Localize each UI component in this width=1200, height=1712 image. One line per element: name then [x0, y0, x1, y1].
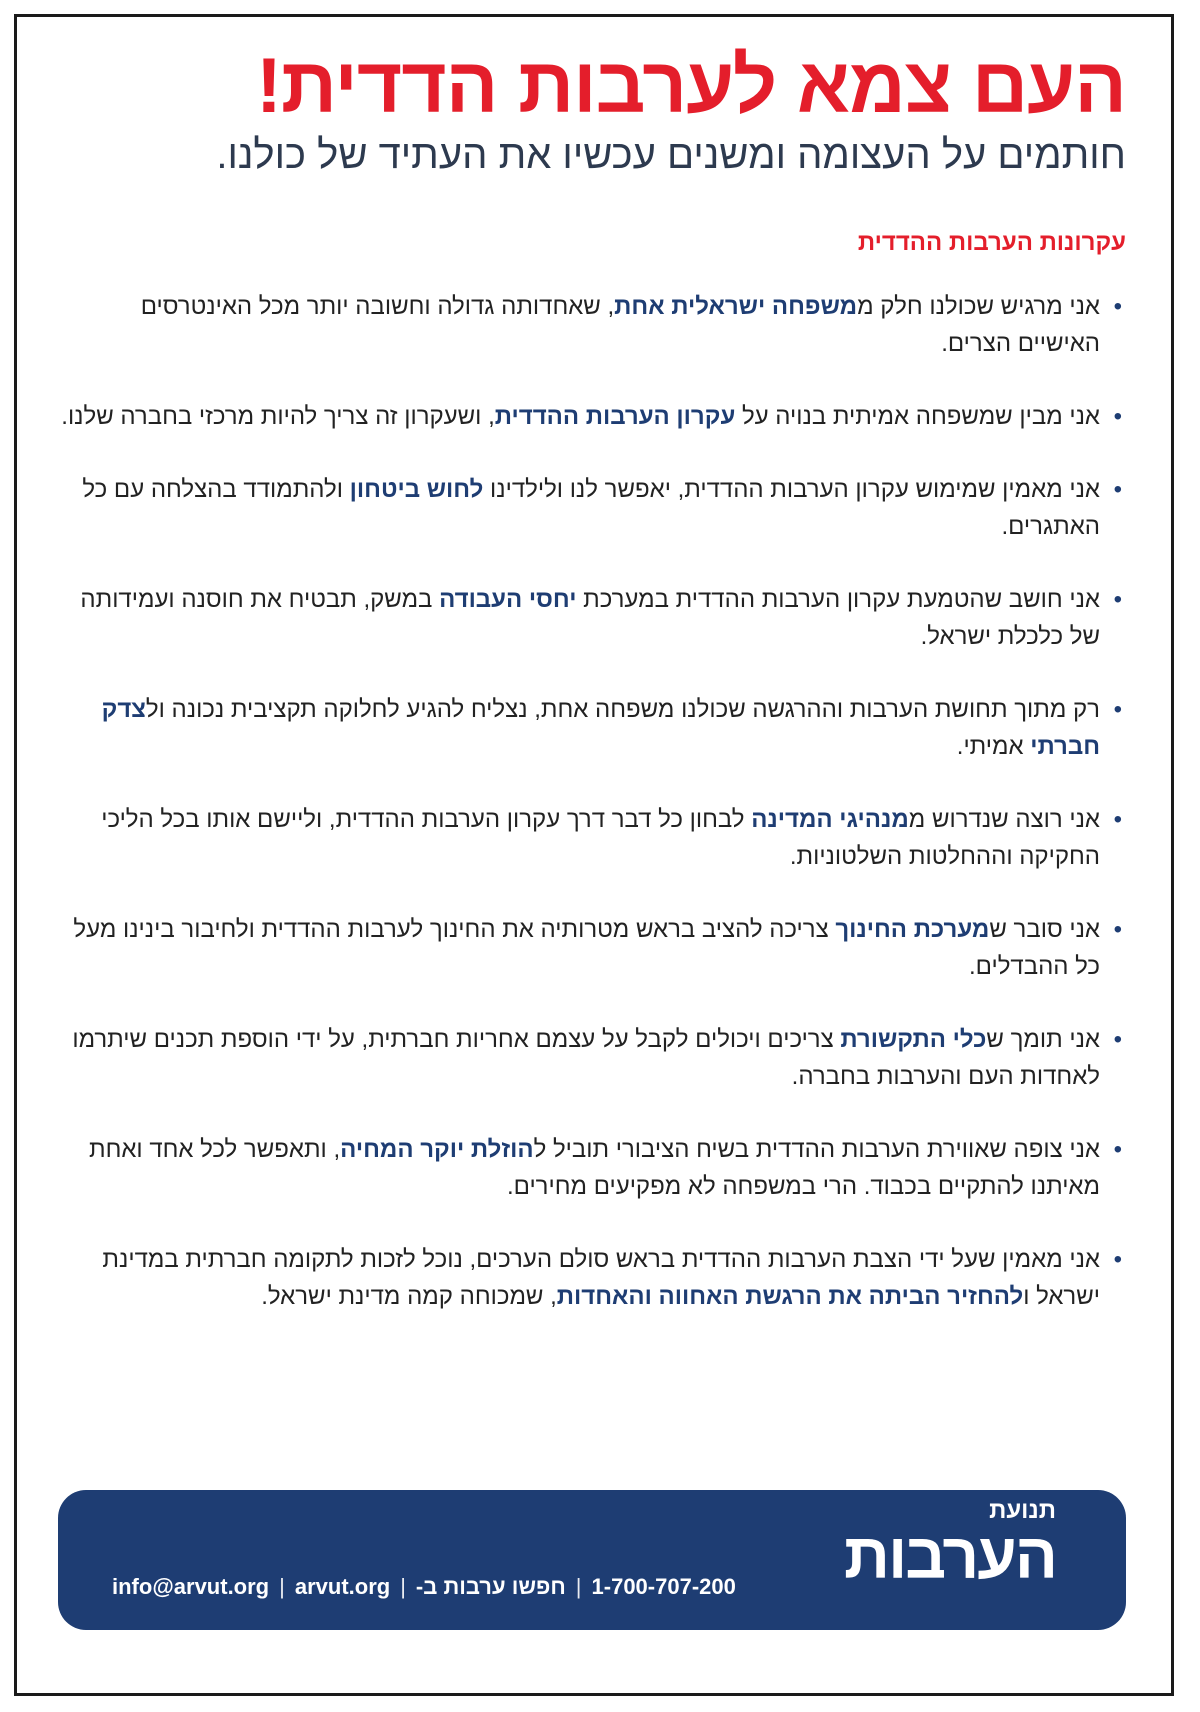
org-name-small: תנועת: [989, 1497, 1056, 1524]
footer-banner: [58, 1490, 1126, 1630]
list-item: • אני מבין שמשפחה אמיתית בנויה על עקרון הערבות ההדדית, ושעקרון זה צריך להיות מרכזי בחברה שלנו.: [60, 398, 1126, 435]
org-logo: [844, 1496, 1056, 1590]
bullet-icon: •: [1113, 403, 1122, 430]
separator: |: [575, 1574, 582, 1599]
section-title: עקרונות הערבות ההדדית: [857, 229, 1126, 256]
bullet-icon: •: [1113, 1026, 1122, 1053]
website-link[interactable]: arvut.org: [294, 1574, 391, 1599]
separator: |: [400, 1574, 406, 1599]
headline: העם צמא לערבות הדדית!: [255, 41, 1126, 129]
bullet-icon: •: [1113, 1246, 1122, 1273]
bullet-icon: •: [1113, 806, 1122, 833]
email-link[interactable]: info@arvut.org: [112, 1574, 270, 1599]
bullet-icon: •: [1113, 1136, 1122, 1163]
bullet-icon: •: [1113, 696, 1122, 723]
bullet-icon: •: [1113, 476, 1122, 503]
subheadline: חותמים על העצומה ומשנים עכשיו את העתיד של כולנו.: [216, 133, 1126, 177]
principles-list: [60, 288, 1126, 1315]
list-item: • אני חושב שהטמעת עקרון הערבות ההדדית במערכת יחסי העבודה במשק, תבטיח את חוסנה ועמידותה של כלכלת ישראל.: [60, 581, 1126, 655]
list-item: • אני מרגיש שכולנו חלק ממשפחה ישראלית אחת, שאחדותה גדולה וחשובה יותר מכל האינטרסים האישיים הצרים.: [60, 288, 1126, 362]
poster-content: [60, 40, 1126, 1351]
list-item: • אני צופה שאווירת הערבות ההדדית בשיח הציבורי תוביל להוזלת יוקר המחיה, ותאפשר לכל אחד ואחת מאיתנו להתקיים בכבוד. הרי במשפחה לא מפקיעים מחירים.: [60, 1131, 1126, 1205]
list-item: • אני תומך שכלי התקשורת צריכים ויכולים לקבל על עצמם אחריות חברתית, על ידי הוספת תכנים שיתרמו לאחדות העם והערבות בחברה.: [60, 1021, 1126, 1095]
list-item: • אני מאמין שעל ידי הצבת הערבות ההדדית בראש סולם הערכים, נוכל לזכות לתקומה חברתית במדינת ישראל ולהחזיר הביתה את הרגשת האחווה והאחדות, שמכוחה קמה מדינת ישראל.: [60, 1241, 1126, 1315]
list-item: • אני רוצה שנדרוש ממנהיגי המדינה לבחון כל דבר דרך עקרון הערבות ההדדית, וליישם אותו בכל הליכי החקיקה וההחלטות השלטוניות.: [60, 801, 1126, 875]
phone-number[interactable]: 1-700-707-200: [591, 1574, 736, 1599]
list-item: • אני מאמין שמימוש עקרון הערבות ההדדית, יאפשר לנו ולילדינו לחוש ביטחון ולהתמודד בהצלחה עם כל האתגרים.: [60, 471, 1126, 545]
bullet-icon: •: [1113, 586, 1122, 613]
list-item: • אני סובר שמערכת החינוך צריכה להציב בראש מטרותיה את החינוך לערבות ההדדית ולחיבור בינינו מעל כל ההבדלים.: [60, 911, 1126, 985]
contact-line: [112, 1574, 736, 1600]
list-item: • רק מתוך תחושת הערבות וההרגשה שכולנו משפחה אחת, נצליח להגיע לחלוקה תקציבית נכונה ולצדק חברתי אמיתי.: [60, 691, 1126, 765]
separator: |: [279, 1574, 285, 1599]
bullet-icon: •: [1113, 916, 1122, 943]
org-name-big: הערבות: [844, 1520, 1056, 1592]
search-hint: חפשו ערבות ב-: [415, 1574, 566, 1599]
bullet-icon: •: [1113, 293, 1122, 320]
